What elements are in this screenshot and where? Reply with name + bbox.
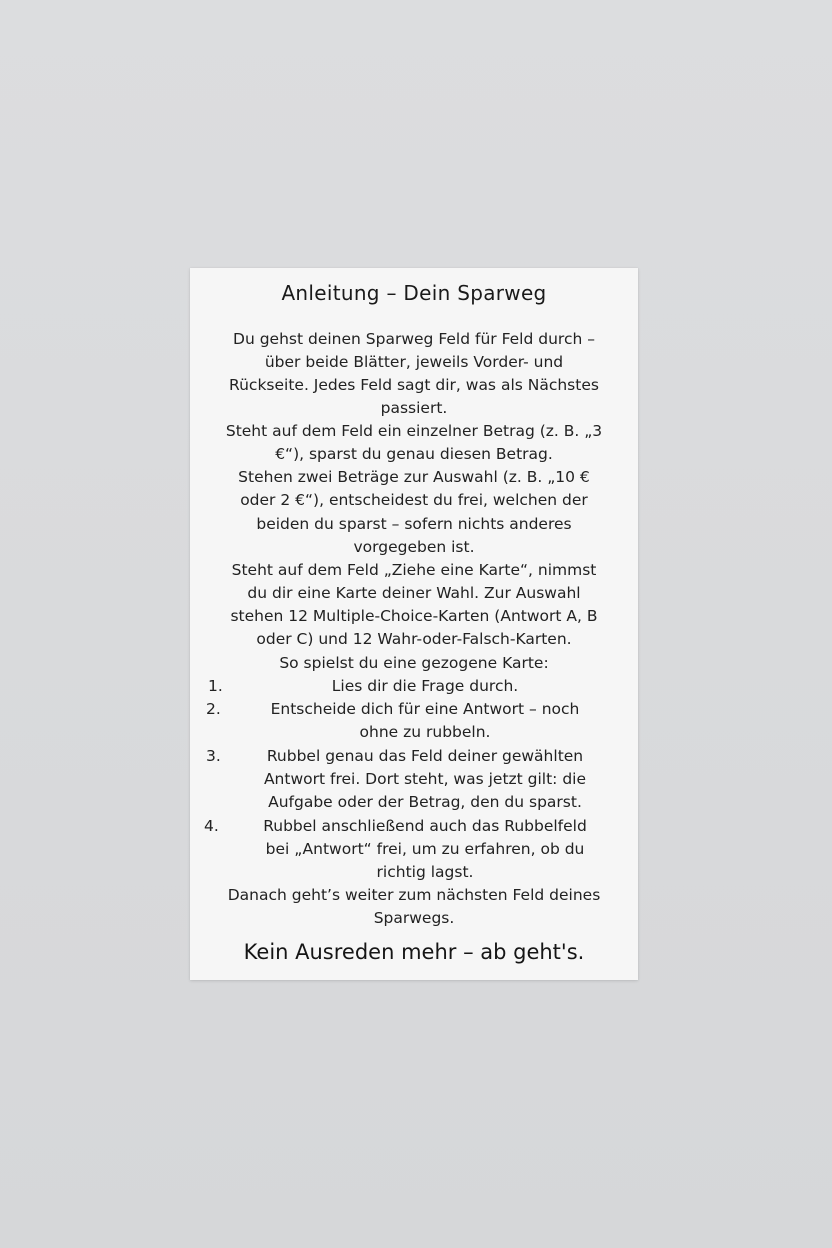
step-text: Rubbel anschließend auch das Rubbelfeld	[263, 817, 587, 835]
step-number: 3.	[206, 747, 221, 765]
closing-slogan: Kein Ausreden mehr – ab geht's.	[243, 940, 585, 964]
instruction-card	[190, 268, 638, 980]
outro-line: Sparwegs.	[373, 909, 455, 927]
card-title: Anleitung – Dein Sparweg	[281, 281, 547, 305]
intro-line: beiden du sparst – sofern nichts anderes	[256, 515, 572, 533]
intro-line: oder C) und 12 Wahr-oder-Falsch-Karten.	[256, 630, 572, 648]
intro-line: €“), sparst du genau diesen Betrag.	[275, 445, 553, 463]
step-number: 1.	[208, 677, 223, 695]
intro-line: Stehen zwei Beträge zur Auswahl (z. B. „10 €	[238, 468, 590, 486]
intro-line: oder 2 €“), entscheidest du frei, welchen der	[240, 491, 588, 509]
step-text: Aufgabe oder der Betrag, den du sparst.	[268, 793, 582, 811]
step-number: 4.	[204, 817, 219, 835]
step-text: bei „Antwort“ frei, um zu erfahren, ob du	[265, 840, 585, 858]
intro-line: stehen 12 Multiple-Choice-Karten (Antwort A, B	[230, 607, 598, 625]
step-text: Lies dir die Frage durch.	[331, 677, 519, 695]
intro-line: So spielst du eine gezogene Karte:	[279, 654, 549, 672]
intro-line: vorgegeben ist.	[353, 538, 475, 556]
step-text: richtig lagst.	[376, 863, 474, 881]
intro-line: Steht auf dem Feld „Ziehe eine Karte“, nimmst	[231, 561, 597, 579]
intro-line: passiert.	[380, 399, 448, 417]
intro-line: du dir eine Karte deiner Wahl. Zur Auswahl	[247, 584, 581, 602]
step-text: Rubbel genau das Feld deiner gewählten	[266, 747, 584, 765]
outro-line: Danach geht’s weiter zum nächsten Feld deines	[227, 886, 601, 904]
intro-line: über beide Blätter, jeweils Vorder- und	[264, 353, 564, 371]
intro-line: Steht auf dem Feld ein einzelner Betrag (z. B. „3	[225, 422, 603, 440]
step-text: ohne zu rubbeln.	[359, 723, 491, 741]
step-number: 2.	[206, 700, 221, 718]
step-text: Entscheide dich für eine Antwort – noch	[270, 700, 580, 718]
intro-line: Du gehst deinen Sparweg Feld für Feld durch –	[233, 330, 595, 348]
step-text: Antwort frei. Dort steht, was jetzt gilt: die	[263, 770, 587, 788]
intro-line: Rückseite. Jedes Feld sagt dir, was als Nächstes	[229, 376, 599, 394]
